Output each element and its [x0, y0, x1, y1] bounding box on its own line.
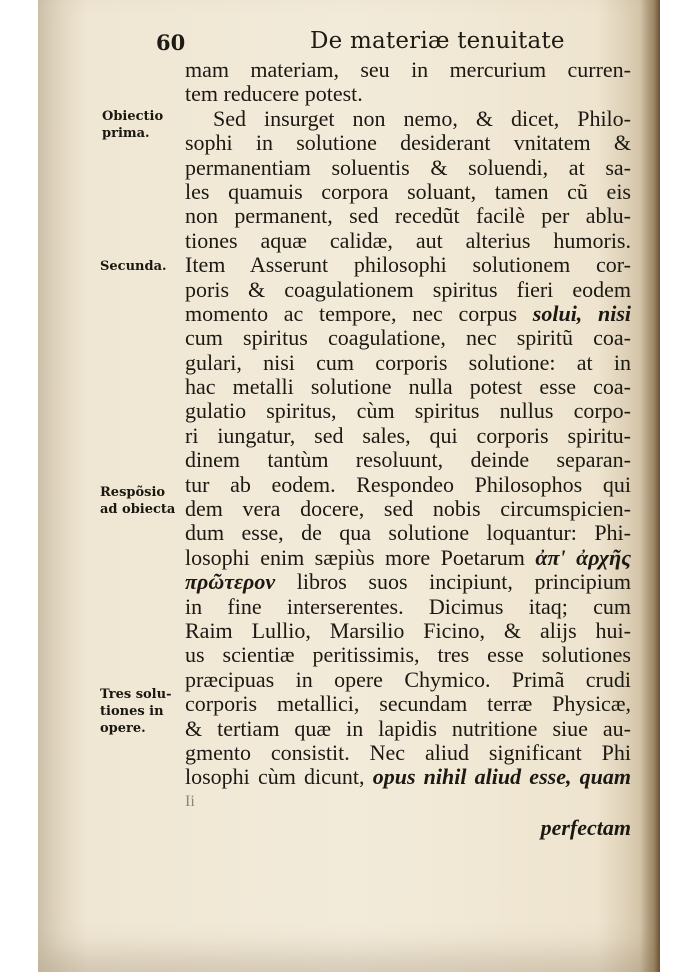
margin-note-line: Secunda. [100, 259, 167, 274]
italic-quote: opus nihil aliud esse, quam [372, 765, 631, 790]
text-line: non permanent, sed recedũt facilè per ablu- [185, 204, 631, 229]
text-line [185, 570, 631, 594]
catchword-line [185, 816, 631, 840]
text-line: les quamuis corpora soluant, tamen cũ eis [185, 179, 631, 204]
margin-note-objectio [102, 108, 163, 142]
text-line: tiones aquæ calidæ, aut alterius humoris. [185, 228, 631, 253]
greek-fragment: ἀπ' ἀρχῆς [535, 545, 631, 570]
text-fragment: losophi enim sæpiùs more Poetarum [185, 545, 525, 570]
page-bottom-edge [0, 972, 690, 976]
text-line: sophi in solutione desiderant vnitatem & [185, 131, 631, 156]
text-line: ri iungatur, sed sales, qui corporis spiritu- [185, 423, 631, 448]
margin-note-line: Obiectio [102, 109, 164, 124]
text-line [185, 765, 631, 789]
italic-fragment: solui, nisi [532, 301, 631, 326]
page-number: 60 [156, 30, 186, 55]
margin-note-tres-solutiones [100, 686, 171, 737]
text-fragment: momento ac tempore, nec corpus [185, 301, 518, 326]
text-line: dem vera docere, sed nobis circumspicien- [185, 497, 631, 522]
text-line: mam materiam, seu in mercurium curren- [185, 58, 631, 82]
text-line: poris & coagulationem spiritus fieri eodem [185, 277, 631, 302]
signature-line [185, 790, 631, 816]
text-line: præcipuas in opere Chymico. Primã crudi [185, 667, 631, 692]
page-gutter [640, 0, 660, 972]
margin-note-line: Respõsio [100, 485, 166, 500]
page-header [38, 26, 660, 56]
text-line: permanentiam soluentis & soluendi, at sa- [185, 155, 631, 180]
margin-note-line: prima. [102, 126, 150, 141]
text-line: gulari, nisi cum corporis solutione: at in [185, 350, 631, 375]
text-line: Sed insurget non nemo, & dicet, Philo- [213, 106, 631, 131]
text-line: Item Asserunt philosophi solutionem cor- [185, 253, 631, 278]
margin-note-line: Tres solu- [100, 687, 172, 702]
margin-note-secunda [100, 258, 167, 275]
text-line: tur ab eodem. Respondeo Philosophos qui [185, 472, 631, 497]
text-line: hac metalli solutione nulla potest esse coa- [185, 375, 631, 400]
text-line: gmento consistit. Nec aliud significant Phi [185, 740, 631, 765]
catchword: perfectam [540, 815, 631, 840]
text-line [185, 546, 631, 570]
margin-note-line: ad obiecta [100, 502, 176, 517]
margin-note-responsio [100, 484, 175, 518]
text-fragment: libros suos incipiunt, principium [296, 570, 631, 595]
margin-note-line: opere. [100, 721, 146, 736]
text-line: tem reducere potest. [185, 82, 363, 107]
text-line [185, 302, 631, 326]
running-title: De materiæ tenuitate [310, 28, 565, 54]
text-line: us scientiæ peritissimis, tres esse solutiones [185, 643, 631, 668]
margin-note-line: tiones in [100, 704, 164, 719]
greek-word: πρῶτερον [185, 570, 276, 595]
text-line: dum esse, de qua solutione loquantur: Phi- [185, 521, 631, 546]
text-line: gulatio spiritus, cùm spiritus nullus corpo- [185, 399, 631, 424]
body-text [185, 58, 631, 840]
text-line: Raim Lullio, Marsilio Ficino, & alijs hui- [185, 618, 631, 643]
book-page [38, 0, 660, 972]
text-line: corporis metallici, secundam terræ Physicæ, [185, 692, 631, 717]
text-line: dinem tantùm resoluunt, deinde separan- [185, 448, 631, 473]
text-line: cum spiritus coagulatione, nec spiritũ coa- [185, 326, 631, 351]
signature-mark: Ii [185, 792, 195, 810]
text-line: in fine interserentes. Dicimus itaq; cum [185, 594, 631, 619]
text-fragment: losophi cùm dicunt, [185, 765, 365, 790]
text-line: & tertiam quæ in lapidis nutritione siue au- [185, 716, 631, 741]
